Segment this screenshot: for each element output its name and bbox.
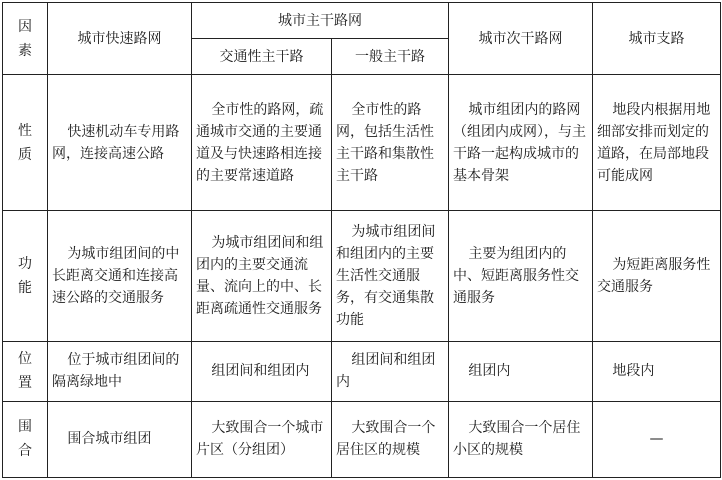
table-cell: 大致围合一个居住小区的规模: [449, 401, 593, 477]
table-cell: 组团内: [449, 341, 593, 401]
table-cell: 为城市组团间的中长距离交通和连接高速公路的交通服务: [48, 211, 192, 341]
row-label: 功能: [3, 211, 48, 341]
table-cell: 全市性的路网，疏通城市交通的主要通道及与快速路相连接的主要常速道路: [192, 75, 332, 211]
table-cell: 快速机动车专用路网，连接高速公路: [48, 75, 192, 211]
table-cell: 组团间和组团内: [192, 341, 332, 401]
table-cell: 大致围合一个城市片区（分组团）: [192, 401, 332, 477]
table-cell: 城市组团内的路网（组团内成网），与主干路一起构成城市的基本骨架: [449, 75, 593, 211]
header-secondary: 城市次干路网: [449, 3, 593, 75]
header-arterial: 城市主干路网: [192, 3, 449, 39]
header-arterial-traffic: 交通性主干路: [192, 39, 332, 75]
table-cell: 为短距离服务性交通服务: [593, 211, 721, 341]
table-row: [3, 75, 721, 211]
row-label: 性质: [3, 75, 48, 211]
row-label: 围合: [3, 401, 48, 477]
row-label: 位置: [3, 341, 48, 401]
header-arterial-general: 一般主干路: [332, 39, 449, 75]
road-network-table: [2, 2, 721, 478]
table-cell: 地段内根据用地细部安排而划定的道路，在局部地段可能成网: [593, 75, 721, 211]
table-cell: 全市性的路网，包括生活性主干路和集散性主干路: [332, 75, 449, 211]
table-cell: —: [593, 401, 721, 477]
header-expressway: 城市快速路网: [48, 3, 192, 75]
table-cell: 为城市组团间和组团内的主要交通流量、流向上的中、长距离疏通性交通服务: [192, 211, 332, 341]
table-cell: 位于城市组团间的隔离绿地中: [48, 341, 192, 401]
table-cell: 为城市组团间和组团内的主要生活性交通服务，有交通集散功能: [332, 211, 449, 341]
table-row: [3, 341, 721, 401]
table-cell: 组团间和组团内: [332, 341, 449, 401]
header-factor: 因素: [3, 3, 48, 75]
header-branch: 城市支路: [593, 3, 721, 75]
table-cell: 围合城市组团: [48, 401, 192, 477]
table-row: [3, 211, 721, 341]
table-cell: 大致围合一个居住区的规模: [332, 401, 449, 477]
table-row: [3, 401, 721, 477]
table-cell: 地段内: [593, 341, 721, 401]
table-cell: 主要为组团内的中、短距离服务性交通服务: [449, 211, 593, 341]
